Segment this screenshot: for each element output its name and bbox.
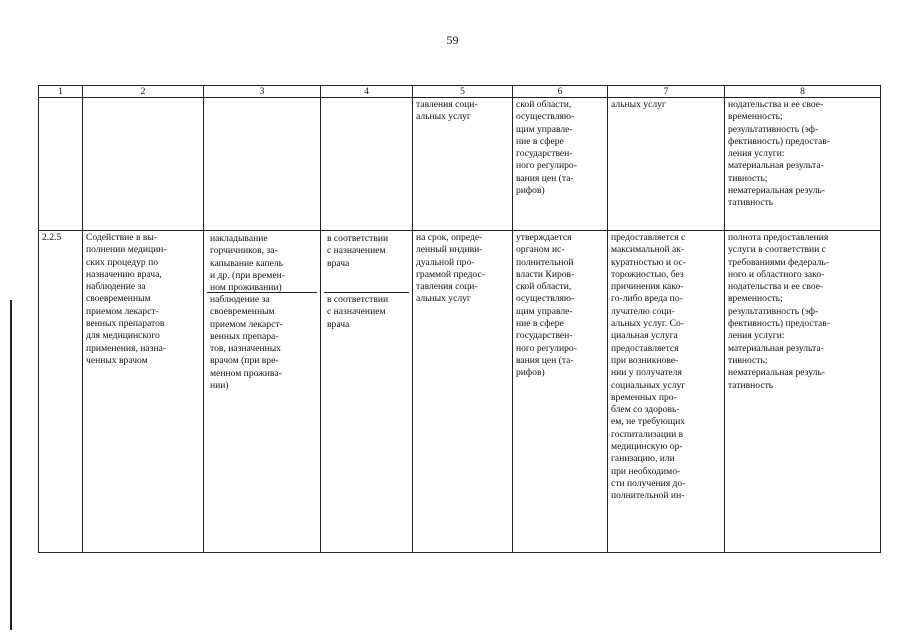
cell-line: блем со здоровь- [611, 404, 680, 416]
service-actions [204, 231, 321, 553]
cell-line: щим управле- [516, 123, 573, 135]
cell-line: нии у получателя [611, 367, 682, 379]
cell-line: тативность [728, 379, 774, 391]
cell-line: куратностью и ос- [611, 256, 686, 268]
cell-line: альных услуг [416, 293, 471, 305]
cell-line: тов, назначенных [210, 343, 281, 355]
cell-line: ления услуги: [728, 148, 785, 160]
cell-line: ем, не требующих [611, 416, 686, 428]
header-row [39, 86, 881, 98]
service-row [39, 231, 881, 553]
cell-line: полнительной [516, 256, 574, 268]
cell-line: власти Киров- [516, 268, 575, 280]
header-cell: 4 [321, 86, 413, 98]
cell-line: менном прожива- [210, 367, 282, 379]
cell-line: максимальной ак- [611, 244, 685, 256]
cell-line: нодательства и ее свое- [728, 281, 824, 293]
cell-line: полнота предоставления [728, 232, 829, 243]
cell-line: Содействие в вы- [86, 232, 158, 243]
cell-line: причинения како- [611, 281, 684, 293]
table-cell-col7 [608, 98, 725, 231]
cell-line: госпитализации в [611, 428, 684, 440]
cell-line: наблюдение за [86, 281, 146, 293]
table-cell-col6 [513, 98, 608, 231]
cell-line: сти получения до- [611, 477, 686, 489]
cell-line: вания цен (та- [516, 172, 574, 184]
cell-line: ние в сфере [516, 135, 564, 147]
cell-line: накладывание [210, 233, 268, 244]
cell-line: приемом лекарст- [86, 305, 159, 317]
cell-line: с назначением [327, 306, 386, 318]
cell-line: капывание капель [210, 257, 284, 269]
cell-line: ской области, [516, 99, 572, 110]
service-name [83, 231, 204, 553]
cell-line: утверждается [516, 232, 572, 243]
service-indicators [725, 231, 881, 553]
margin-bar [10, 300, 12, 630]
service-volume [321, 231, 413, 553]
header-cell: 2 [83, 86, 204, 98]
cell-line: назначению врача, [86, 268, 162, 280]
cell-line: щим управле- [516, 305, 573, 317]
action-b [207, 293, 317, 393]
services-table [38, 85, 881, 553]
cell-line: ном проживании) [210, 282, 282, 294]
cell-line: го-либо вреда по- [611, 293, 683, 305]
cell-line: ганизацию, или [611, 453, 675, 465]
cell-line: венных препаратов [86, 318, 165, 330]
service-tariff [513, 231, 608, 553]
cell-line: осуществляю- [516, 111, 575, 123]
cell-line: при возникнове- [611, 354, 679, 366]
cell-line: дуальной про- [416, 256, 475, 268]
cell-line: врачом (при вре- [210, 355, 279, 367]
cell-line: альных услуг [416, 111, 471, 123]
volume-b [324, 293, 409, 332]
cell-line: ченных врачом [86, 354, 148, 366]
cell-line: нематериальная резуль- [728, 367, 825, 379]
cell-line: результативность (эф- [728, 305, 819, 317]
service-conditions [608, 231, 725, 553]
cell-line: приемом лекарст- [210, 318, 283, 330]
cell-line: требованиями федераль- [728, 256, 829, 268]
cell-line: временность; [728, 111, 783, 123]
header-cell: 5 [413, 86, 513, 98]
cell-line: рифов) [516, 185, 545, 197]
header-cell: 8 [725, 86, 881, 98]
cell-line: фективность) предостав- [728, 135, 830, 147]
cell-line: ских процедур по [86, 256, 159, 268]
cell-line: нии) [210, 380, 229, 392]
cell-line: лучателю соци- [611, 305, 675, 317]
cell-line: материальная результа- [728, 342, 824, 354]
cell-line: фективность) предостав- [728, 318, 830, 330]
cell-line: ления услуги: [728, 330, 785, 342]
page-number: 59 [446, 33, 459, 47]
cell-line: предоставляется [611, 342, 679, 354]
header-cell: 1 [39, 86, 83, 98]
cell-line: полнительной ин- [611, 490, 685, 502]
cell-line: временность; [728, 293, 783, 305]
cell-line: услуги в соответствии с [728, 244, 826, 256]
cell-line: тавления соци- [416, 99, 478, 110]
cell-line: государствен- [516, 330, 573, 342]
cell-line: в соответствии [327, 294, 389, 305]
cell-line: тивность; [728, 172, 768, 184]
cell-line: в соответствии [327, 233, 389, 244]
cell-line: временных про- [611, 391, 677, 403]
table-cell [83, 98, 204, 231]
cell-line: наблюдение за [210, 294, 270, 305]
cell-line: ленный индиви- [416, 244, 483, 256]
cell-line: тивность; [728, 354, 768, 366]
cell-line: торожностью, без [611, 268, 684, 280]
cell-line: своевременным [210, 306, 275, 318]
cell-line: для медицинского [86, 330, 160, 342]
cell-line: горчичников, за- [210, 245, 278, 257]
cell-line: и др. (при времен- [210, 269, 285, 281]
cell-line: нематериальная резуль- [728, 185, 825, 197]
table-cell-col8 [725, 98, 881, 231]
cell-line: нодательства и ее свое- [728, 99, 824, 110]
cell-line: тавления соци- [416, 281, 478, 293]
cell-line: циальная услуга [611, 330, 678, 342]
cell-line: с назначением [327, 245, 386, 257]
cell-line: рифов) [516, 367, 545, 379]
cell-line: ного и областного зако- [728, 268, 825, 280]
cell-line: вания цен (та- [516, 354, 574, 366]
cell-line: ного регулиро- [516, 160, 577, 172]
cell-line: альных услуг [611, 99, 666, 110]
cell-line: результативность (эф- [728, 123, 819, 135]
cell-line: социальных услуг [611, 379, 686, 391]
table-cell [204, 98, 321, 231]
cell-line: врача [327, 318, 350, 330]
row-number: 2.2.5 [39, 231, 83, 553]
cell-line: тативность [728, 197, 774, 209]
cell-line: государствен- [516, 148, 573, 160]
table-cell [39, 98, 83, 231]
cell-line: венных препара- [210, 330, 279, 342]
cell-line: ние в сфере [516, 318, 564, 330]
cell-line: осуществляю- [516, 293, 575, 305]
cell-line: материальная результа- [728, 160, 824, 172]
header-cell: 7 [608, 86, 725, 98]
header-cell: 6 [513, 86, 608, 98]
cell-line: ской области, [516, 281, 572, 293]
cell-line: предоставляется с [611, 232, 686, 243]
cell-line: своевременным [86, 293, 151, 305]
cell-line: граммой предос- [416, 268, 485, 280]
cell-line: полнении медицин- [86, 244, 167, 256]
table-cell [321, 98, 413, 231]
cell-line: ного регулиро- [516, 342, 577, 354]
table-cell-col5 [413, 98, 513, 231]
cell-line: альных услуг. Со- [611, 318, 684, 330]
cell-line: органом ис- [516, 244, 565, 256]
cell-line: медицинскую ор- [611, 441, 683, 453]
cell-line: при необходимо- [611, 465, 681, 477]
cell-line: врача [327, 257, 350, 269]
volume-a [324, 232, 409, 293]
cell-line: применения, назна- [86, 342, 167, 354]
action-a [207, 232, 317, 293]
cell-line: на срок, опреде- [416, 232, 483, 243]
header-cell: 3 [204, 86, 321, 98]
service-term [413, 231, 513, 553]
continuation-row [39, 98, 881, 231]
